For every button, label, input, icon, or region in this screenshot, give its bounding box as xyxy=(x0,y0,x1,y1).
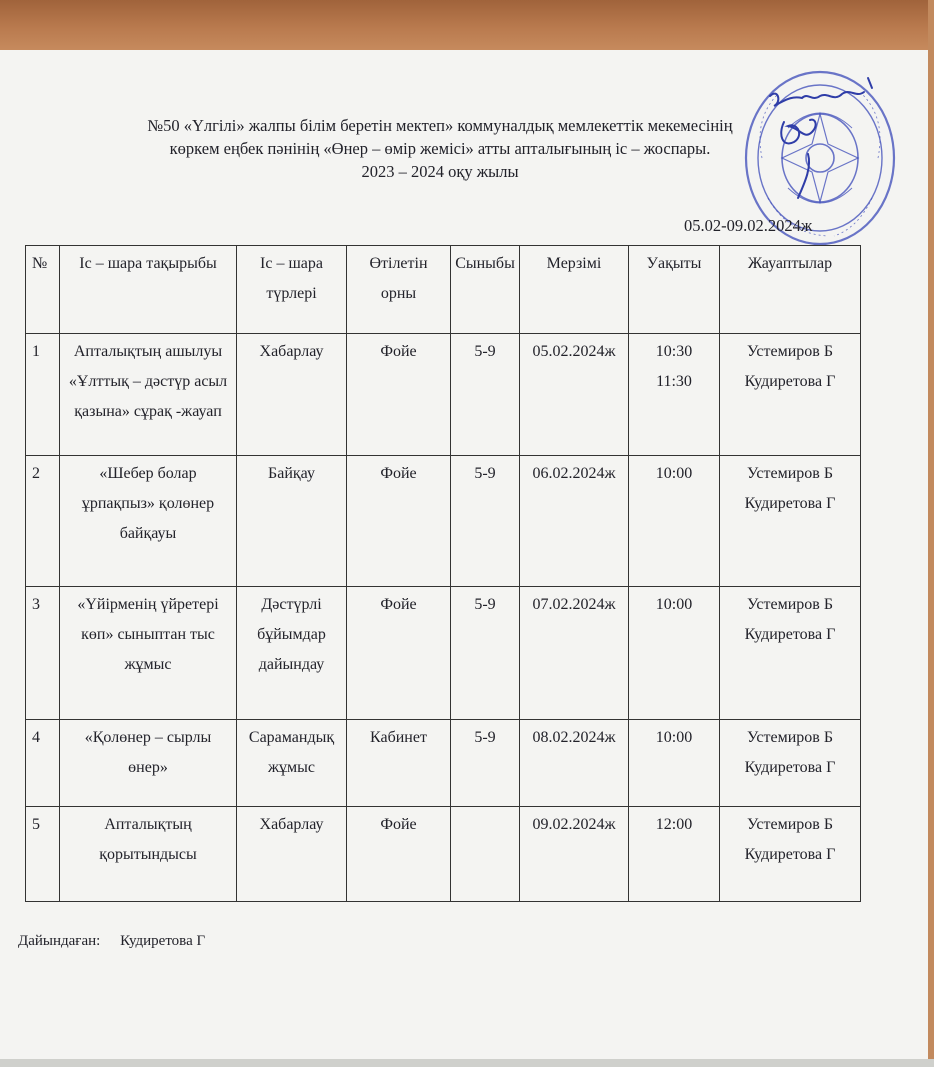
row-title: «Қолөнер – сырлы өнер» xyxy=(60,720,237,807)
header-type: Іс – шара түрлері xyxy=(237,246,347,334)
row-num: 2 xyxy=(26,456,60,587)
row-place: Фойе xyxy=(347,334,451,456)
table-row xyxy=(26,807,861,902)
table-row xyxy=(26,587,861,720)
row-type: Дәстүрлі бұйымдар дайындау xyxy=(237,587,347,720)
row-grade xyxy=(451,807,520,902)
document-header xyxy=(90,114,790,183)
row-place: Фойе xyxy=(347,587,451,720)
row-date: 05.02.2024ж xyxy=(520,334,629,456)
table-header-row xyxy=(26,246,861,334)
row-grade: 5-9 xyxy=(451,456,520,587)
row-date: 07.02.2024ж xyxy=(520,587,629,720)
table-row xyxy=(26,334,861,456)
header-place: Өтілетін орны xyxy=(347,246,451,334)
row-time: 10:30 11:30 xyxy=(629,334,720,456)
row-place: Фойе xyxy=(347,456,451,587)
header-time: Уақыты xyxy=(629,246,720,334)
row-grade: 5-9 xyxy=(451,334,520,456)
header-responsible: Жауаптылар xyxy=(720,246,861,334)
prepared-by xyxy=(18,933,205,950)
table-row xyxy=(26,720,861,807)
row-responsible: Устемиров Б Кудиретова Г xyxy=(720,334,861,456)
row-type: Байқау xyxy=(237,456,347,587)
row-num: 1 xyxy=(26,334,60,456)
table-row xyxy=(26,456,861,587)
row-title: Апталықтың қорытындысы xyxy=(60,807,237,902)
row-title: Апталықтың ашылуы «Ұлттық – дәстүр асыл қазына» сұрақ -жауап xyxy=(60,334,237,456)
row-title: «Үйірменің үйретері көп» сыныптан тыс жұмыс xyxy=(60,587,237,720)
wooden-surface-edge xyxy=(928,0,934,1067)
header-line-2: көркем еңбек пәнінің «Өнер – өмір жемісі» атты апталығының іс – жоспары. xyxy=(169,139,711,158)
header-grade: Сыныбы xyxy=(451,246,520,334)
bottom-edge xyxy=(0,1059,934,1067)
row-num: 3 xyxy=(26,587,60,720)
row-type: Сарамандық жұмыс xyxy=(237,720,347,807)
row-type: Хабарлау xyxy=(237,334,347,456)
row-time: 10:00 xyxy=(629,587,720,720)
row-grade: 5-9 xyxy=(451,720,520,807)
event-plan-table xyxy=(25,245,861,902)
prepared-by-name: Кудиретова Г xyxy=(120,933,206,949)
row-date: 09.02.2024ж xyxy=(520,807,629,902)
row-time: 12:00 xyxy=(629,807,720,902)
row-grade: 5-9 xyxy=(451,587,520,720)
wooden-surface xyxy=(0,0,934,50)
header-title: Іс – шара тақырыбы xyxy=(60,246,237,334)
row-title: «Шебер болар ұрпақпыз» қолөнер байқауы xyxy=(60,456,237,587)
header-date: Мерзімі xyxy=(520,246,629,334)
row-responsible: Устемиров Б Кудиретова Г xyxy=(720,456,861,587)
header-line-3: 2023 – 2024 оқу жылы xyxy=(361,162,519,181)
row-num: 5 xyxy=(26,807,60,902)
row-date: 06.02.2024ж xyxy=(520,456,629,587)
row-time: 10:00 xyxy=(629,720,720,807)
row-responsible: Устемиров Б Кудиретова Г xyxy=(720,587,861,720)
date-range: 05.02-09.02.2024ж xyxy=(684,216,813,235)
row-type: Хабарлау xyxy=(237,807,347,902)
row-date: 08.02.2024ж xyxy=(520,720,629,807)
row-place: Фойе xyxy=(347,807,451,902)
row-responsible: Устемиров Б Кудиретова Г xyxy=(720,720,861,807)
header-line-1: №50 «Үлгілі» жалпы білім беретін мектеп» коммуналдық мемлекеттік мекемесінің xyxy=(147,116,733,135)
row-num: 4 xyxy=(26,720,60,807)
header-num: № xyxy=(26,246,60,334)
prepared-by-label: Дайындаған: xyxy=(18,933,101,949)
row-place: Кабинет xyxy=(347,720,451,807)
row-time: 10:00 xyxy=(629,456,720,587)
row-responsible: Устемиров Б Кудиретова Г xyxy=(720,807,861,902)
